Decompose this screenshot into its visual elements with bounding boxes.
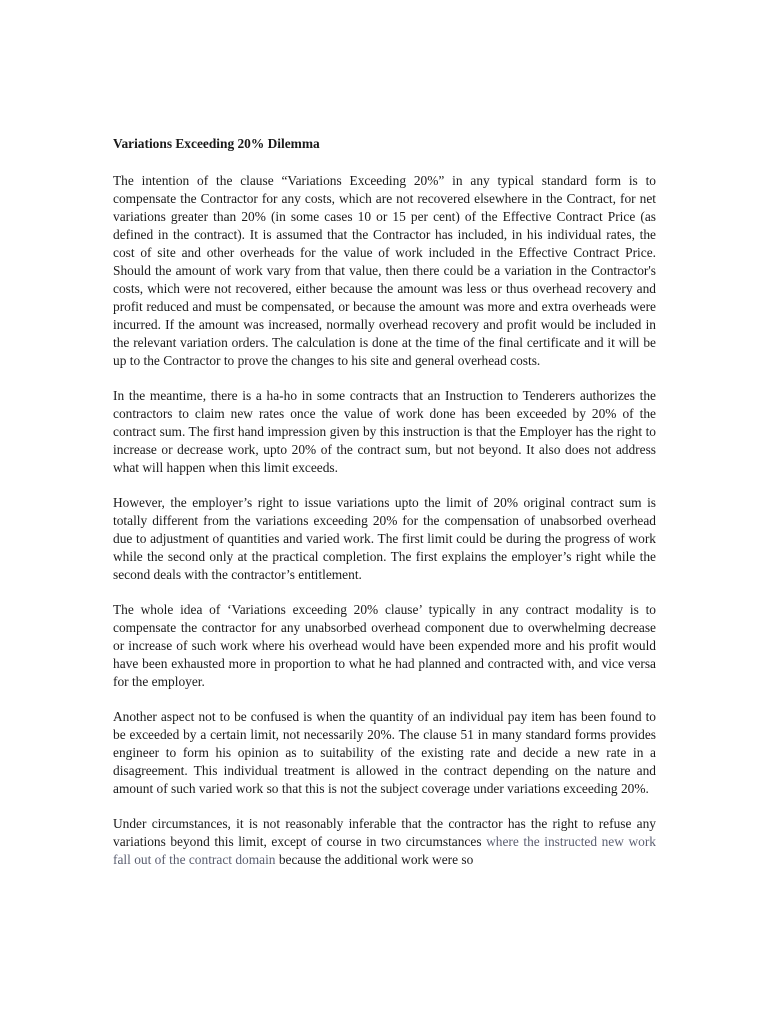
paragraph-instruction-to-tenderers: In the meantime, there is a ha-ho in some contracts that an Instruction to Tenderers authorizes the contractors to claim new rates once the value of work done has been exceeded by 20% of the contract sum. The first hand impression given by this instruction is that the Employer has the right to increase or decrease work, upto 20% of the contract sum, but not beyond. It also does not address what will happen when this limit exceeds. <box>113 388 656 475</box>
document-page <box>113 135 656 886</box>
paragraph-circumstances <box>113 815 656 869</box>
paragraph-intention: The intention of the clause “Variations Exceeding 20%” in any typical standard form is to compensate the Contractor for any costs, which are not recovered elsewhere in the Contract, for net variations greater than 20% (in some cases 10 or 15 per cent) of the Effective Contract Price (as defined in the contract). It is assumed that the Contractor has included, in his individual rates, the cost of site and other overheads for the value of work included in the Effective Contract Price. Should the amount of work vary from that value, then there could be a variation in the Contractor's costs, which were not recovered, either because the amount was less or thus overhead recovery and profit reduced and must be compensated, or because the amount was more and extra overheads were incurred. If the amount was increased, normally overhead recovery and profit would be included in the relevant variation orders. The calculation is done at the time of the final certificate and it will be up to the Contractor to prove the changes to his site and general overhead costs. <box>113 173 656 368</box>
paragraph-whole-idea: The whole idea of ‘Variations exceeding 20% clause’ typically in any contract modality is to compensate the contractor for any unabsorbed overhead component due to overwhelming decrease or increase of such work where his overhead would have been expended more and his profit would have been exhausted more in proportion to what he had planned and contracted with, and vice versa for the employer. <box>113 602 656 689</box>
paragraph-circumstances-text-1: Under circumstances, it is not reasonably inferable that the contractor has the right to refuse any variations beyond this limit, except of course in two circumstances <box>113 816 656 849</box>
paragraph-circumstances-text-2: because the additional work were so <box>275 852 474 867</box>
paragraph-circumstances-highlight: where the instructed new work fall out of the contract domain <box>113 834 656 867</box>
paragraph-employer-right: However, the employer’s right to issue variations upto the limit of 20% original contract sum is totally different from the variations exceeding 20% for the compensation of unabsorbed overhead due to adjustment of quantities and varied work. The first limit could be during the progress of work while the second only at the practical completion. The first explains the employer’s right while the second deals with the contractor’s entitlement. <box>113 495 656 582</box>
paragraph-individual-pay-item: Another aspect not to be confused is when the quantity of an individual pay item has been found to be exceeded by a certain limit, not necessarily 20%. The clause 51 in many standard forms provides engineer to form his opinion as to suitability of the existing rate and decide a new rate in a disagreement. This individual treatment is allowed in the contract depending on the nature and amount of such varied work so that this is not the subject coverage under variations exceeding 20%. <box>113 709 656 796</box>
document-title: Variations Exceeding 20% Dilemma <box>113 136 320 151</box>
